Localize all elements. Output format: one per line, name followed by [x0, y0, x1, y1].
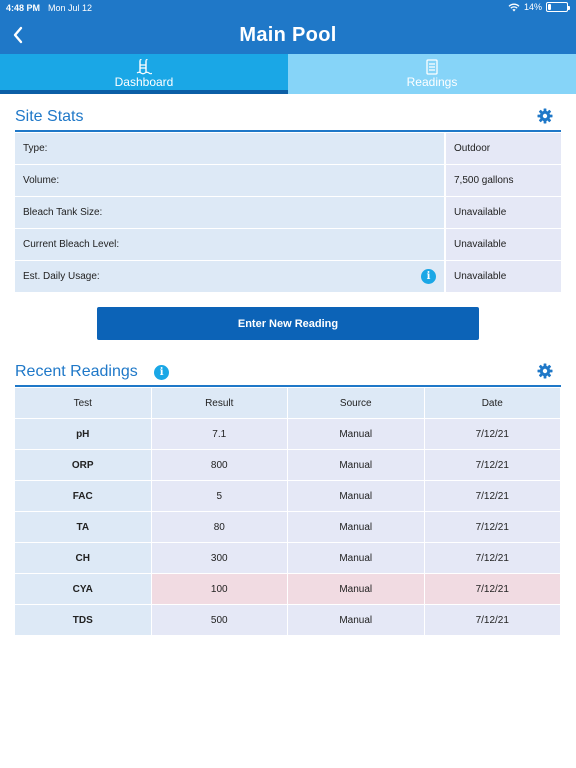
cell-date: 7/12/21 — [425, 574, 562, 605]
cell-result: 100 — [152, 574, 289, 605]
table-row[interactable] — [15, 450, 561, 481]
tab-dashboard-label: Dashboard — [114, 75, 174, 89]
cell-test: FAC — [15, 481, 152, 512]
stats-row-bleach-tank-size — [15, 197, 561, 229]
recent-readings-info-icon[interactable]: i — [154, 365, 169, 380]
table-row[interactable] — [15, 419, 561, 450]
cell-source: Manual — [288, 450, 425, 481]
status-right — [508, 2, 568, 12]
readings-list-icon — [424, 59, 440, 75]
stats-label-cell — [15, 261, 446, 292]
stats-row-type — [15, 133, 561, 165]
wifi-icon — [508, 2, 520, 12]
tab-dashboard[interactable] — [0, 54, 288, 94]
column-header-date: Date — [425, 388, 562, 419]
table-row[interactable] — [15, 543, 561, 574]
pool-ladder-icon — [136, 59, 152, 75]
table-row-alert[interactable] — [15, 574, 561, 605]
cell-test: TA — [15, 512, 152, 543]
tab-readings-label: Readings — [406, 75, 458, 89]
recent-readings-title: Recent Readings — [15, 363, 138, 380]
column-header-source: Source — [288, 388, 425, 419]
table-row[interactable] — [15, 605, 561, 636]
status-bar — [0, 0, 576, 16]
cell-date: 7/12/21 — [425, 419, 562, 450]
recent-readings-settings-gear-icon[interactable] — [537, 363, 553, 379]
site-stats-title: Site Stats — [15, 108, 84, 125]
cell-date: 7/12/21 — [425, 481, 562, 512]
readings-table — [15, 388, 561, 636]
stats-label: Type: — [15, 133, 446, 164]
battery-percent: 14% — [523, 2, 542, 12]
enter-new-reading-button[interactable]: Enter New Reading — [97, 307, 479, 340]
stats-row-current-bleach-level — [15, 229, 561, 261]
cell-test: CH — [15, 543, 152, 574]
tab-readings[interactable] — [288, 54, 576, 94]
column-header-result: Result — [152, 388, 289, 419]
cell-result: 80 — [152, 512, 289, 543]
cell-source: Manual — [288, 543, 425, 574]
status-date: Mon Jul 12 — [48, 3, 93, 13]
site-stats-table — [15, 133, 561, 293]
readings-header-row — [15, 388, 561, 419]
stats-value: Unavailable — [446, 261, 561, 292]
cell-result: 300 — [152, 543, 289, 574]
stats-value: 7,500 gallons — [446, 165, 561, 196]
cell-source: Manual — [288, 419, 425, 450]
stats-label: Volume: — [15, 165, 446, 196]
page-title: Main Pool — [239, 24, 337, 46]
cell-result: 800 — [152, 450, 289, 481]
battery-fill — [548, 4, 551, 10]
stats-row-volume — [15, 165, 561, 197]
cell-source: Manual — [288, 605, 425, 636]
cell-source: Manual — [288, 481, 425, 512]
battery-icon — [546, 2, 568, 12]
cell-test: TDS — [15, 605, 152, 636]
top-bar — [0, 0, 576, 54]
daily-usage-info-icon[interactable]: i — [421, 269, 436, 284]
cell-result: 7.1 — [152, 419, 289, 450]
tab-bar — [0, 54, 576, 94]
cell-date: 7/12/21 — [425, 605, 562, 636]
cell-date: 7/12/21 — [425, 543, 562, 574]
stats-value: Unavailable — [446, 229, 561, 260]
cell-test: CYA — [15, 574, 152, 605]
status-time: 4:48 PM — [6, 3, 41, 13]
cell-date: 7/12/21 — [425, 450, 562, 481]
recent-readings-header — [15, 357, 561, 387]
stats-value: Outdoor — [446, 133, 561, 164]
cell-source: Manual — [288, 512, 425, 543]
cell-source: Manual — [288, 574, 425, 605]
cell-result: 500 — [152, 605, 289, 636]
cell-test: pH — [15, 419, 152, 450]
table-row[interactable] — [15, 512, 561, 543]
cell-test: ORP — [15, 450, 152, 481]
site-stats-header — [15, 102, 561, 132]
column-header-test: Test — [15, 388, 152, 419]
stats-row-est-daily-usage — [15, 261, 561, 293]
table-row[interactable] — [15, 481, 561, 512]
cell-result: 5 — [152, 481, 289, 512]
cell-date: 7/12/21 — [425, 512, 562, 543]
stats-label: Current Bleach Level: — [15, 229, 446, 260]
stats-label: Est. Daily Usage: — [23, 271, 100, 282]
site-stats-settings-gear-icon[interactable] — [537, 108, 553, 124]
stats-label: Bleach Tank Size: — [15, 197, 446, 228]
recent-readings-title-wrap — [15, 363, 169, 381]
stats-value: Unavailable — [446, 197, 561, 228]
